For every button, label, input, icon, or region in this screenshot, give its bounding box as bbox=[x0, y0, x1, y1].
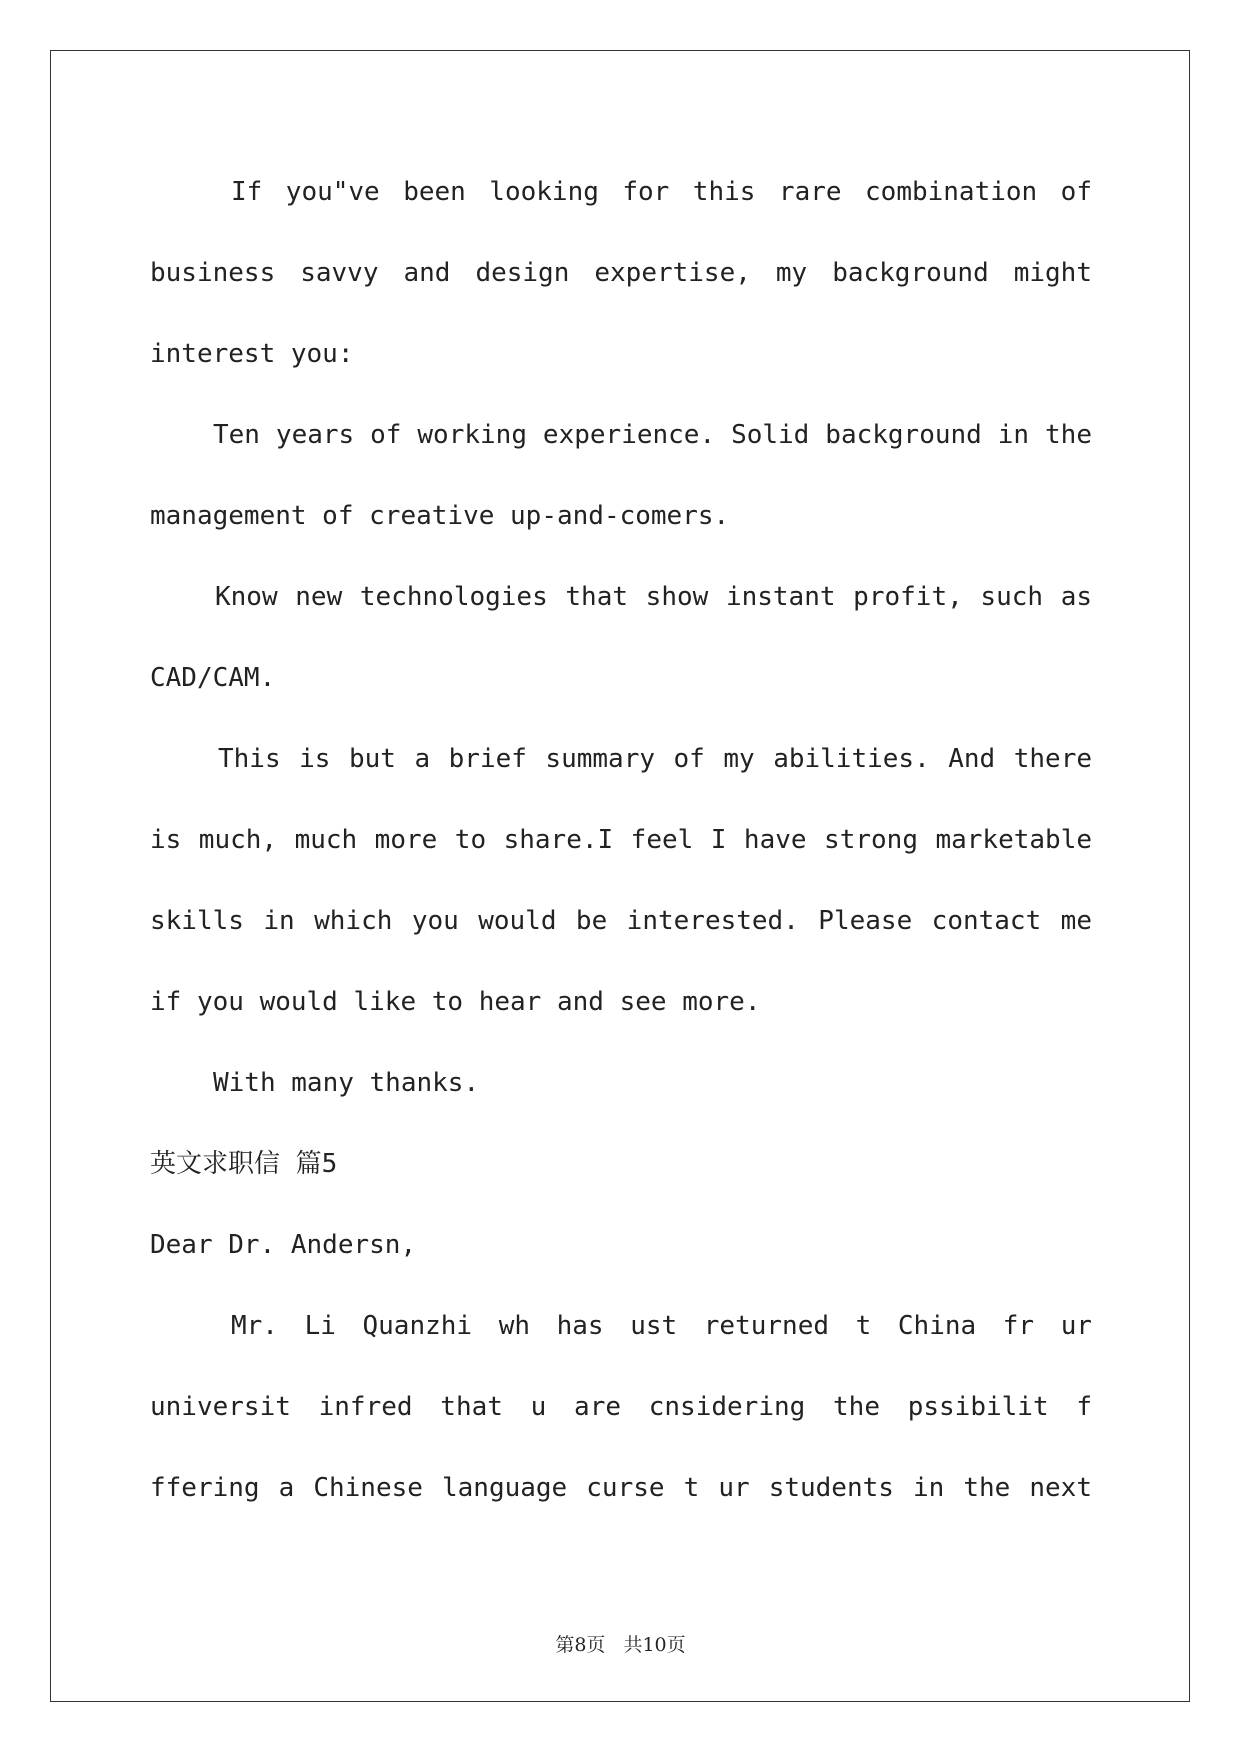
page-border bbox=[50, 50, 1190, 1702]
paragraph-line: interest you: bbox=[150, 339, 354, 369]
page-footer bbox=[0, 1630, 1241, 1657]
paragraph-line: This is but a brief summary of my abilities. And there bbox=[218, 744, 1092, 774]
page-total: 共10页 bbox=[623, 1634, 686, 1656]
salutation: Dear Dr. Andersn, bbox=[150, 1230, 417, 1260]
paragraph-line: CAD/CAM. bbox=[150, 663, 276, 693]
paragraph-line: business savvy and design expertise, my background might bbox=[150, 258, 1092, 288]
paragraph-line: if you would like to hear and see more. bbox=[150, 987, 761, 1017]
paragraph-line: ffering a Chinese language curse t ur students in the next bbox=[150, 1473, 1092, 1503]
paragraph-line: Mr. Li Quanzhi wh has ust returned t China fr ur bbox=[231, 1311, 1092, 1341]
paragraph-line: universit infred that u are cnsidering the pssibilit f bbox=[150, 1392, 1092, 1422]
page-number: 第8页 bbox=[555, 1634, 606, 1656]
paragraph-line: If you"ve been looking for this rare combination of bbox=[231, 177, 1092, 207]
paragraph-line: management of creative up-and-comers. bbox=[150, 501, 730, 531]
section-heading: 英文求职信 篇5 bbox=[150, 1149, 338, 1179]
paragraph-line: Know new technologies that show instant profit, such as bbox=[215, 582, 1092, 612]
closing-line: With many thanks. bbox=[213, 1068, 480, 1098]
paragraph-line: skills in which you would be interested. Please contact me bbox=[150, 906, 1092, 936]
paragraph-line: is much, much more to share.I feel I have strong marketable bbox=[150, 825, 1092, 855]
paragraph-line: Ten years of working experience. Solid background in the bbox=[213, 420, 1092, 450]
